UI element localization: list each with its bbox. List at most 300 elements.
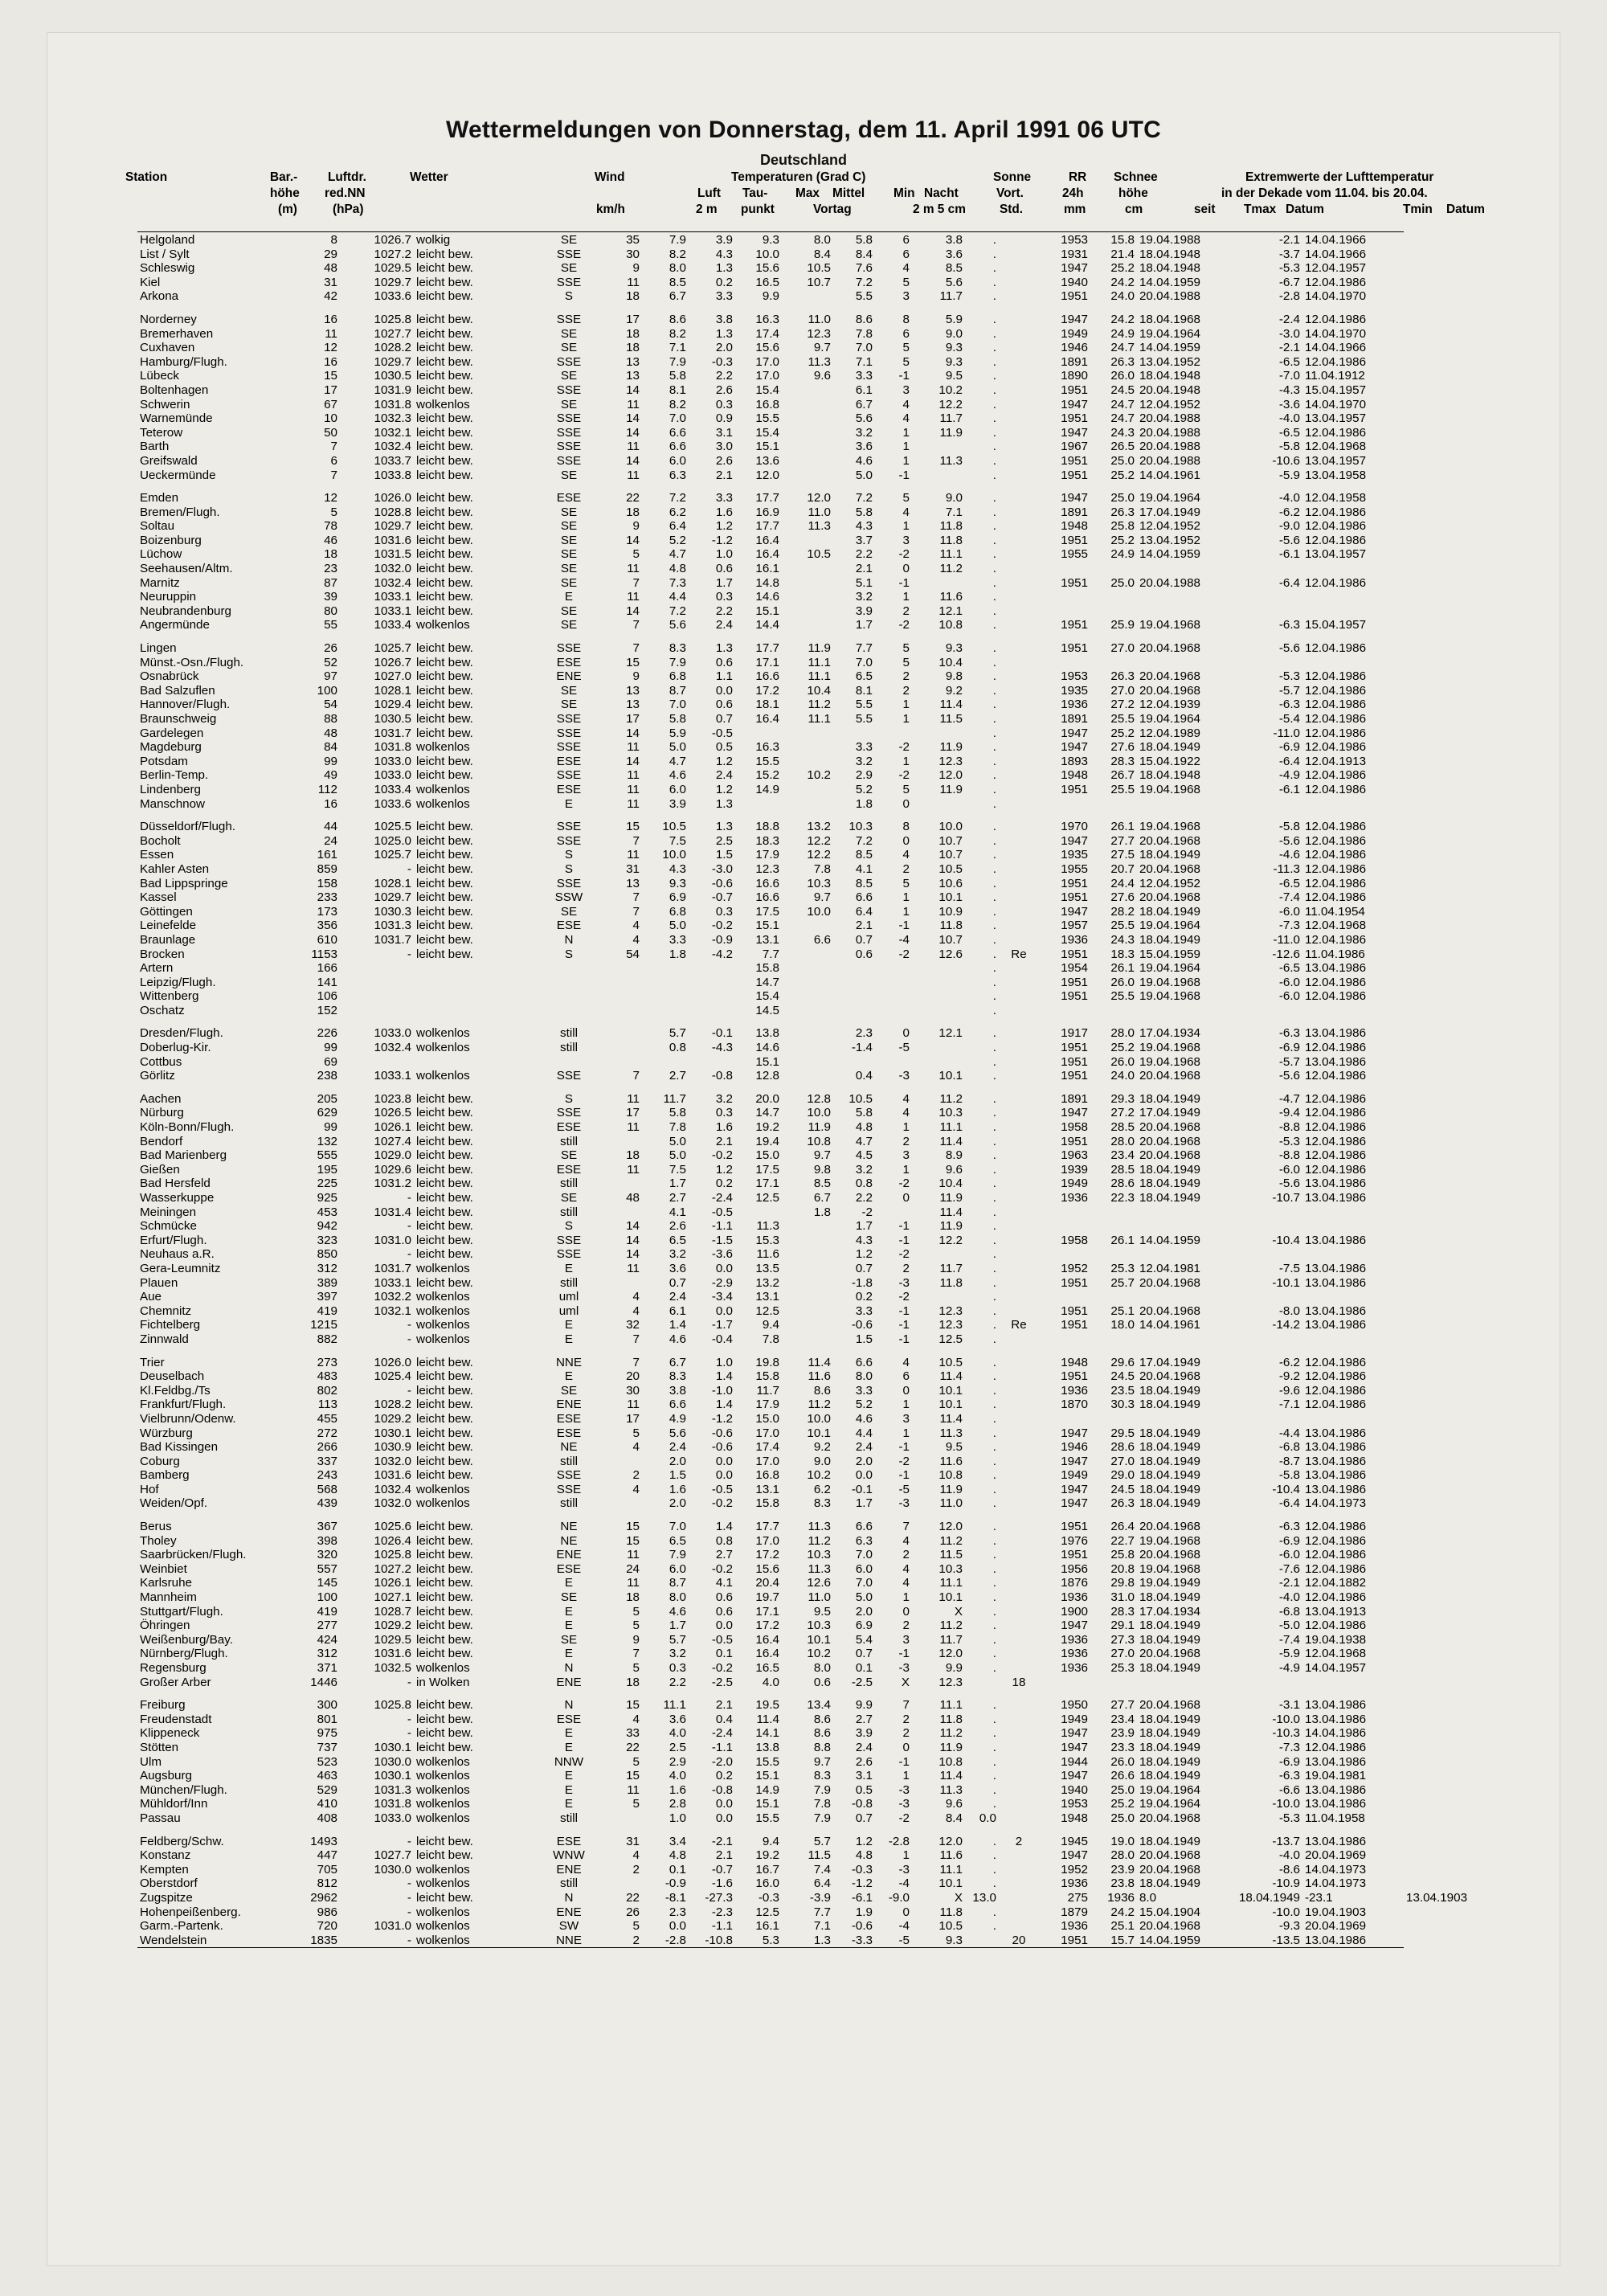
cell-c19: 13.04.1957 bbox=[1305, 453, 1367, 468]
cell-c13: . bbox=[992, 1632, 996, 1647]
cell-c15: 1936 bbox=[1061, 1647, 1088, 1661]
cell-c9 bbox=[782, 426, 833, 440]
cell-c18: -5.3 bbox=[1278, 1134, 1300, 1148]
cell-c1: 483 bbox=[317, 1369, 337, 1384]
cell-c18: -5.9 bbox=[1278, 468, 1300, 482]
table-spacer bbox=[137, 1083, 1470, 1092]
cell-c11: 1 bbox=[902, 890, 910, 905]
cell-c8: 15.1 bbox=[755, 1054, 779, 1069]
cell-c6: 1.7 bbox=[669, 1177, 686, 1191]
cell-c10: 2.0 bbox=[855, 1454, 873, 1468]
cell-c13: . bbox=[992, 312, 996, 326]
table-row bbox=[137, 1676, 1470, 1690]
cell-c15: 1946 bbox=[1061, 341, 1088, 355]
cell-c1: 802 bbox=[317, 1383, 337, 1398]
table-row bbox=[137, 740, 1470, 755]
cell-c8 bbox=[735, 1205, 782, 1220]
cell-c8: 16.3 bbox=[755, 740, 779, 755]
station-name: Lingen bbox=[139, 641, 177, 656]
cell-c10: 3.9 bbox=[855, 604, 873, 618]
cell-c19: 13.04.1986 bbox=[1305, 1712, 1367, 1726]
table-row bbox=[137, 1163, 1470, 1177]
cell-c3: leicht bew. bbox=[415, 683, 473, 698]
cell-c9 bbox=[782, 1026, 833, 1041]
header-sonne-vort: Vort. bbox=[996, 186, 1024, 200]
cell-c4: uml bbox=[558, 1304, 579, 1318]
cell-c17: 20.04.1968 bbox=[1139, 890, 1200, 905]
cell-c17: 18.04.1949 bbox=[1139, 1661, 1200, 1675]
cell-c17: 17.04.1949 bbox=[1139, 505, 1200, 519]
cell-c16: 27.7 bbox=[1110, 1698, 1135, 1713]
cell-c6: 2.4 bbox=[669, 1290, 686, 1304]
cell-c18: -10.0 bbox=[1272, 1712, 1300, 1726]
cell-c17: 18.04.1949 bbox=[1139, 1590, 1200, 1605]
cell-c7: -10.8 bbox=[705, 1933, 733, 1947]
header-t-taupunkt-2: punkt bbox=[741, 203, 775, 216]
cell-c4: still bbox=[560, 1041, 578, 1055]
cell-c19: 14.04.1986 bbox=[1305, 1726, 1367, 1741]
cell-c15 bbox=[1039, 604, 1090, 619]
cell-c14 bbox=[999, 1755, 1039, 1770]
cell-c5: 14 bbox=[626, 425, 640, 440]
cell-c2: 1029.7 bbox=[374, 275, 411, 289]
cell-c16: 20.8 bbox=[1110, 1561, 1135, 1576]
cell-c3: leicht bew. bbox=[415, 726, 473, 740]
cell-c16 bbox=[1090, 1412, 1137, 1426]
cell-c13: . bbox=[992, 712, 996, 726]
cell-c15 bbox=[1039, 562, 1090, 576]
report-subtitle: Deutschland bbox=[759, 152, 848, 168]
cell-c9 bbox=[782, 1041, 833, 1055]
table-row bbox=[137, 618, 1470, 632]
cell-c2: 1030.5 bbox=[374, 369, 411, 383]
cell-c2: - bbox=[407, 1247, 411, 1262]
cell-c18: -4.0 bbox=[1278, 1848, 1300, 1863]
cell-c11: 1 bbox=[902, 712, 910, 726]
cell-c2: 1027.1 bbox=[374, 1590, 411, 1605]
station-name: Doberlug-Kir. bbox=[139, 1041, 211, 1055]
cell-c1: 49 bbox=[324, 768, 337, 783]
cell-c8: 19.2 bbox=[755, 1848, 779, 1863]
cell-c12: 11.3 bbox=[939, 1782, 963, 1797]
cell-c1: 1835 bbox=[310, 1933, 337, 1947]
cell-c14 bbox=[999, 755, 1039, 769]
cell-c10: 8.0 bbox=[855, 1369, 873, 1384]
cell-c11: 8 bbox=[902, 312, 910, 326]
cell-c13: . bbox=[992, 1275, 996, 1290]
cell-c6: 2.7 bbox=[669, 1191, 686, 1205]
cell-c3: leicht bew. bbox=[415, 1890, 473, 1905]
cell-c2: 1031.3 bbox=[374, 1782, 411, 1797]
cell-c8: 12.5 bbox=[755, 1905, 779, 1919]
cell-c5 bbox=[599, 1455, 642, 1469]
cell-c19: 12.04.1986 bbox=[1305, 1548, 1367, 1562]
cell-c11: 1 bbox=[902, 1848, 910, 1863]
station-name: Mannheim bbox=[139, 1590, 197, 1605]
cell-c11: 3 bbox=[902, 289, 910, 304]
cell-c2: 1031.2 bbox=[374, 1177, 411, 1191]
cell-c14 bbox=[999, 1548, 1039, 1562]
cell-c5 bbox=[599, 1496, 642, 1511]
cell-c19: 12.04.1986 bbox=[1305, 519, 1367, 534]
cell-c17: 14.04.1959 bbox=[1139, 547, 1200, 562]
cell-c14 bbox=[999, 1026, 1039, 1041]
cell-c16: 26.0 bbox=[1110, 1054, 1135, 1069]
cell-c6: 9.3 bbox=[669, 876, 686, 890]
cell-c17 bbox=[1137, 1332, 1237, 1347]
table-row bbox=[137, 1934, 1470, 1948]
cell-c7: 3.2 bbox=[715, 1091, 733, 1106]
cell-c5: 13 bbox=[626, 683, 640, 698]
cell-c4: N bbox=[564, 1661, 574, 1675]
cell-c17 bbox=[1137, 562, 1237, 576]
cell-c8: 13.1 bbox=[755, 1482, 779, 1496]
station-name: Dresden/Flugh. bbox=[139, 1026, 223, 1041]
cell-c19: 19.04.1981 bbox=[1305, 1769, 1367, 1783]
cell-c12: 11.9 bbox=[939, 1482, 963, 1496]
cell-c17: 14.04.1961 bbox=[1139, 468, 1200, 482]
cell-c11: 5 bbox=[902, 354, 910, 369]
cell-c4: SSE bbox=[556, 1247, 582, 1262]
cell-c1: 5 bbox=[330, 505, 337, 519]
cell-c15 bbox=[1039, 1205, 1090, 1220]
cell-c16: 27.6 bbox=[1110, 740, 1135, 755]
cell-c6: 2.2 bbox=[669, 1675, 686, 1689]
cell-c4: SE bbox=[560, 533, 578, 547]
cell-c8 bbox=[735, 797, 782, 812]
cell-c12 bbox=[912, 976, 965, 990]
spacer-cell bbox=[137, 304, 1404, 313]
cell-c15: 1935 bbox=[1061, 683, 1088, 698]
cell-c16: 26.3 bbox=[1110, 1496, 1135, 1511]
cell-c5: 18 bbox=[626, 505, 640, 519]
cell-c11: 6 bbox=[902, 247, 910, 261]
cell-c3: wolkenlos bbox=[415, 397, 470, 411]
cell-c19 bbox=[1302, 797, 1404, 812]
cell-c2: 1029.0 bbox=[374, 1148, 411, 1163]
cell-c7: -1.2 bbox=[711, 1411, 733, 1426]
cell-c9: 10.0 bbox=[807, 1411, 831, 1426]
cell-c8: 16.1 bbox=[755, 562, 779, 576]
cell-c11: 3 bbox=[902, 1411, 910, 1426]
cell-c15: 1935 bbox=[1061, 848, 1088, 862]
cell-c5: 7 bbox=[632, 1647, 640, 1661]
cell-c17: 20.04.1968 bbox=[1139, 1134, 1200, 1148]
cell-c14 bbox=[999, 1205, 1039, 1220]
cell-c16: 23.9 bbox=[1110, 1862, 1135, 1876]
cell-c13: . bbox=[992, 275, 996, 289]
cell-c11: -1 bbox=[898, 1233, 910, 1247]
cell-c9: 11.2 bbox=[808, 1398, 831, 1412]
cell-c13: . bbox=[992, 1848, 996, 1863]
cell-c16: 15.8 bbox=[1110, 233, 1135, 247]
cell-c4: SSE bbox=[556, 312, 582, 326]
cell-c10: 6.1 bbox=[855, 383, 873, 397]
cell-c13: . bbox=[992, 1782, 996, 1797]
cell-c18: -6.0 bbox=[1278, 904, 1300, 919]
cell-c7: -0.2 bbox=[711, 1561, 733, 1576]
cell-c12 bbox=[912, 1004, 965, 1018]
table-row bbox=[137, 656, 1470, 670]
cell-c9: 11.2 bbox=[808, 1533, 831, 1548]
cell-c9 bbox=[782, 1055, 833, 1070]
cell-c19: 12.04.1986 bbox=[1305, 1520, 1367, 1534]
cell-c16: 25.0 bbox=[1110, 453, 1135, 468]
cell-c3: leicht bew. bbox=[415, 1647, 473, 1661]
cell-c11: 3 bbox=[902, 383, 910, 397]
cell-c8: 17.1 bbox=[755, 1604, 779, 1619]
cell-c9: 10.3 bbox=[807, 1619, 831, 1633]
station-name: Feldberg/Schw. bbox=[139, 1834, 224, 1848]
station-name: Schwerin bbox=[139, 397, 190, 411]
cell-c3: leicht bew. bbox=[415, 1520, 473, 1534]
cell-c17: 19.04.1968 bbox=[1139, 1054, 1200, 1069]
cell-c7 bbox=[689, 1055, 735, 1070]
cell-c16: 26.3 bbox=[1110, 505, 1135, 519]
cell-c12: 11.1 bbox=[939, 1120, 963, 1135]
cell-c8: 15.5 bbox=[755, 754, 779, 768]
cell-c12: 10.5 bbox=[938, 862, 963, 876]
cell-c7: 3.3 bbox=[715, 491, 733, 505]
cell-c6: 7.2 bbox=[669, 604, 686, 618]
cell-c2: 1027.2 bbox=[374, 247, 411, 261]
cell-c1: 18 bbox=[324, 547, 337, 562]
cell-c14 bbox=[999, 1562, 1039, 1577]
cell-c15: 1940 bbox=[1061, 275, 1088, 289]
cell-c16 bbox=[1090, 1004, 1137, 1018]
cell-c7: 0.4 bbox=[715, 1712, 733, 1726]
cell-c6: 5.0 bbox=[669, 1134, 686, 1148]
cell-c11 bbox=[875, 989, 912, 1004]
station-name: Münst.-Osn./Flugh. bbox=[139, 655, 244, 669]
cell-c1: 272 bbox=[317, 1426, 337, 1440]
header-luftdruck-1: Luftdr. bbox=[328, 170, 366, 184]
cell-c13: . bbox=[992, 1369, 996, 1384]
cell-c1: 16 bbox=[324, 312, 337, 326]
station-name: Passau bbox=[139, 1811, 181, 1825]
cell-c17: 19.04.1964 bbox=[1139, 326, 1200, 341]
cell-c16: 24.3 bbox=[1110, 932, 1135, 947]
cell-c3: leicht bew. bbox=[415, 947, 473, 961]
cell-c15: 1951 bbox=[1061, 411, 1088, 426]
cell-c3: leicht bew. bbox=[415, 1411, 473, 1426]
cell-c19: 12.04.1986 bbox=[1305, 1561, 1367, 1576]
table-spacer bbox=[137, 632, 1470, 641]
cell-c6: 8.7 bbox=[669, 1576, 686, 1590]
cell-c2: - bbox=[407, 1191, 411, 1205]
cell-c19: 12.04.1913 bbox=[1305, 754, 1367, 768]
cell-c17 bbox=[1137, 656, 1237, 670]
cell-c14 bbox=[999, 261, 1039, 276]
cell-c3: leicht bew. bbox=[415, 641, 473, 656]
station-name: Bocholt bbox=[139, 833, 181, 848]
cell-c4: still bbox=[560, 1026, 578, 1041]
station-name: Wendelstein bbox=[139, 1933, 207, 1947]
cell-c17: 18.04.1949 bbox=[1139, 1398, 1200, 1412]
cell-c16: 23.5 bbox=[1110, 1383, 1135, 1398]
table-row bbox=[137, 1783, 1470, 1798]
table-row bbox=[137, 1318, 1470, 1332]
cell-c5: 7 bbox=[632, 575, 640, 590]
cell-c18: 18.04.1949 bbox=[1238, 1890, 1300, 1905]
cell-c8: 17.0 bbox=[755, 369, 779, 383]
cell-c11 bbox=[875, 1004, 912, 1018]
cell-c18: -9.3 bbox=[1278, 1919, 1300, 1934]
header-wind-kmh: km/h bbox=[596, 203, 625, 216]
cell-c7: 2.2 bbox=[715, 369, 733, 383]
cell-c3: leicht bew. bbox=[415, 275, 473, 289]
cell-c3: leicht bew. bbox=[415, 247, 473, 261]
cell-c6: 6.6 bbox=[669, 425, 686, 440]
cell-c17: 18.04.1949 bbox=[1139, 932, 1200, 947]
cell-c16 bbox=[1090, 590, 1137, 604]
cell-c5: 24 bbox=[626, 1561, 640, 1576]
cell-c18: -6.9 bbox=[1278, 740, 1300, 755]
cell-c9: 10.5 bbox=[807, 547, 831, 562]
table-row bbox=[137, 1205, 1470, 1220]
cell-c14: Re bbox=[1011, 947, 1027, 961]
cell-c11: 5 bbox=[902, 491, 910, 505]
cell-c11: 8 bbox=[902, 820, 910, 834]
cell-c7: 4.3 bbox=[715, 247, 733, 261]
cell-c3: leicht bew. bbox=[415, 712, 473, 726]
cell-c7: -0.8 bbox=[711, 1782, 733, 1797]
cell-c14 bbox=[999, 369, 1039, 383]
cell-c19: 19.04.1903 bbox=[1305, 1905, 1367, 1919]
cell-c18: -3.1 bbox=[1278, 1698, 1300, 1713]
cell-c2: 1025.0 bbox=[374, 833, 411, 848]
cell-c10: 10.5 bbox=[848, 1091, 873, 1106]
table-row bbox=[137, 1647, 1470, 1661]
cell-c19: 12.04.1986 bbox=[1305, 1148, 1367, 1163]
cell-c15: 1947 bbox=[1061, 1454, 1088, 1468]
cell-c14 bbox=[999, 1148, 1039, 1163]
cell-c5: 11 bbox=[627, 1398, 640, 1412]
cell-c13: . bbox=[992, 369, 996, 383]
cell-c19: 13.04.1986 bbox=[1305, 1191, 1367, 1205]
header-t-min: Min bbox=[893, 186, 915, 200]
cell-c12: 12.0 bbox=[938, 1520, 963, 1534]
cell-c16: 25.2 bbox=[1110, 1797, 1135, 1811]
table-row bbox=[137, 641, 1470, 656]
cell-c12: 9.2 bbox=[945, 683, 963, 698]
cell-c14 bbox=[999, 1590, 1039, 1605]
cell-c3: leicht bew. bbox=[415, 547, 473, 562]
cell-c17: 19.04.1964 bbox=[1139, 1782, 1200, 1797]
cell-c19: 12.04.1986 bbox=[1305, 575, 1367, 590]
station-name: Teterow bbox=[139, 425, 183, 440]
cell-c19: 13.04.1986 bbox=[1305, 1233, 1367, 1247]
cell-c5: 13 bbox=[626, 369, 640, 383]
cell-c3: leicht bew. bbox=[415, 604, 473, 618]
cell-c11: 5 bbox=[902, 341, 910, 355]
cell-c14 bbox=[999, 327, 1039, 342]
cell-c9 bbox=[782, 576, 833, 591]
station-name: Marnitz bbox=[139, 575, 180, 590]
cell-c6: 11.1 bbox=[663, 1698, 686, 1713]
cell-c9: 13.2 bbox=[807, 820, 831, 834]
cell-c18: -7.4 bbox=[1278, 890, 1300, 905]
cell-c9 bbox=[782, 1276, 833, 1291]
cell-c15 bbox=[1039, 1412, 1090, 1426]
cell-c7: 0.6 bbox=[715, 655, 733, 669]
header-schnee-hoehe: höhe bbox=[1118, 186, 1148, 200]
cell-c11: 4 bbox=[902, 1106, 910, 1120]
cell-c3: in Wolken bbox=[415, 1675, 470, 1689]
cell-c1: 408 bbox=[317, 1811, 337, 1825]
cell-c16: 26.6 bbox=[1110, 1769, 1135, 1783]
cell-c9: 7.9 bbox=[813, 1782, 831, 1797]
station-name: Ulm bbox=[139, 1754, 162, 1769]
cell-c16 bbox=[1090, 1219, 1137, 1234]
table-row bbox=[137, 1726, 1470, 1741]
cell-c3: leicht bew. bbox=[415, 1120, 473, 1135]
cell-c6: 2.3 bbox=[669, 1905, 686, 1919]
cell-c2: 1029.2 bbox=[374, 1619, 411, 1633]
cell-c11 bbox=[875, 976, 912, 990]
cell-c16: 28.0 bbox=[1110, 1134, 1135, 1148]
table-row bbox=[137, 547, 1470, 562]
header-extrem-datum-max: Datum bbox=[1286, 203, 1324, 216]
cell-c13: . bbox=[992, 519, 996, 534]
cell-c2: 1025.4 bbox=[374, 1369, 411, 1384]
cell-c14 bbox=[999, 590, 1039, 604]
cell-c14 bbox=[999, 890, 1039, 905]
cell-c8 bbox=[735, 726, 782, 741]
table-spacer bbox=[137, 304, 1470, 313]
cell-c5: 35 bbox=[626, 233, 640, 247]
cell-c12: 8.5 bbox=[945, 261, 963, 276]
cell-c14 bbox=[999, 1726, 1039, 1741]
cell-c18: -6.3 bbox=[1278, 618, 1300, 632]
cell-c3: leicht bew. bbox=[415, 890, 473, 905]
cell-c10 bbox=[833, 1055, 875, 1070]
cell-c5: 14 bbox=[626, 754, 640, 768]
station-name: Barth bbox=[139, 440, 170, 454]
cell-c4: SE bbox=[560, 1590, 578, 1605]
cell-c5: 9 bbox=[632, 1632, 640, 1647]
cell-c15: 1917 bbox=[1061, 1026, 1088, 1041]
table-rule bbox=[137, 1948, 1470, 1950]
cell-c17: 12.04.1981 bbox=[1139, 1261, 1200, 1275]
cell-c12: 11.2 bbox=[939, 1091, 963, 1106]
cell-c16: 24.7 bbox=[1110, 341, 1135, 355]
cell-c7: -0.5 bbox=[711, 726, 733, 740]
cell-c8: 14.1 bbox=[755, 1726, 779, 1741]
station-name: Meiningen bbox=[139, 1205, 197, 1219]
cell-c12: 9.0 bbox=[945, 326, 963, 341]
cell-c10: 6.6 bbox=[855, 1520, 873, 1534]
cell-c4: NNE bbox=[555, 1933, 583, 1947]
cell-c3: leicht bew. bbox=[415, 904, 473, 919]
cell-c15: 1951 bbox=[1061, 1041, 1088, 1055]
cell-c4: SSE bbox=[556, 833, 582, 848]
table-row bbox=[137, 1055, 1470, 1070]
cell-c3: leicht bew. bbox=[415, 1205, 473, 1219]
cell-c12: 12.0 bbox=[938, 768, 963, 783]
cell-c17: 19.04.1964 bbox=[1139, 919, 1200, 933]
cell-c16: 29.5 bbox=[1110, 1426, 1135, 1440]
cell-c1: 97 bbox=[324, 669, 337, 684]
cell-c3: leicht bew. bbox=[415, 440, 473, 454]
cell-c18: -2.4 bbox=[1278, 312, 1300, 326]
cell-c14 bbox=[999, 1534, 1039, 1549]
cell-c11: -1 bbox=[898, 1754, 910, 1769]
cell-c12: 12.1 bbox=[938, 1026, 963, 1041]
cell-c10: 5.4 bbox=[855, 1632, 873, 1647]
cell-c12: 11.3 bbox=[939, 1426, 963, 1440]
cell-c6: 0.0 bbox=[669, 1919, 686, 1934]
